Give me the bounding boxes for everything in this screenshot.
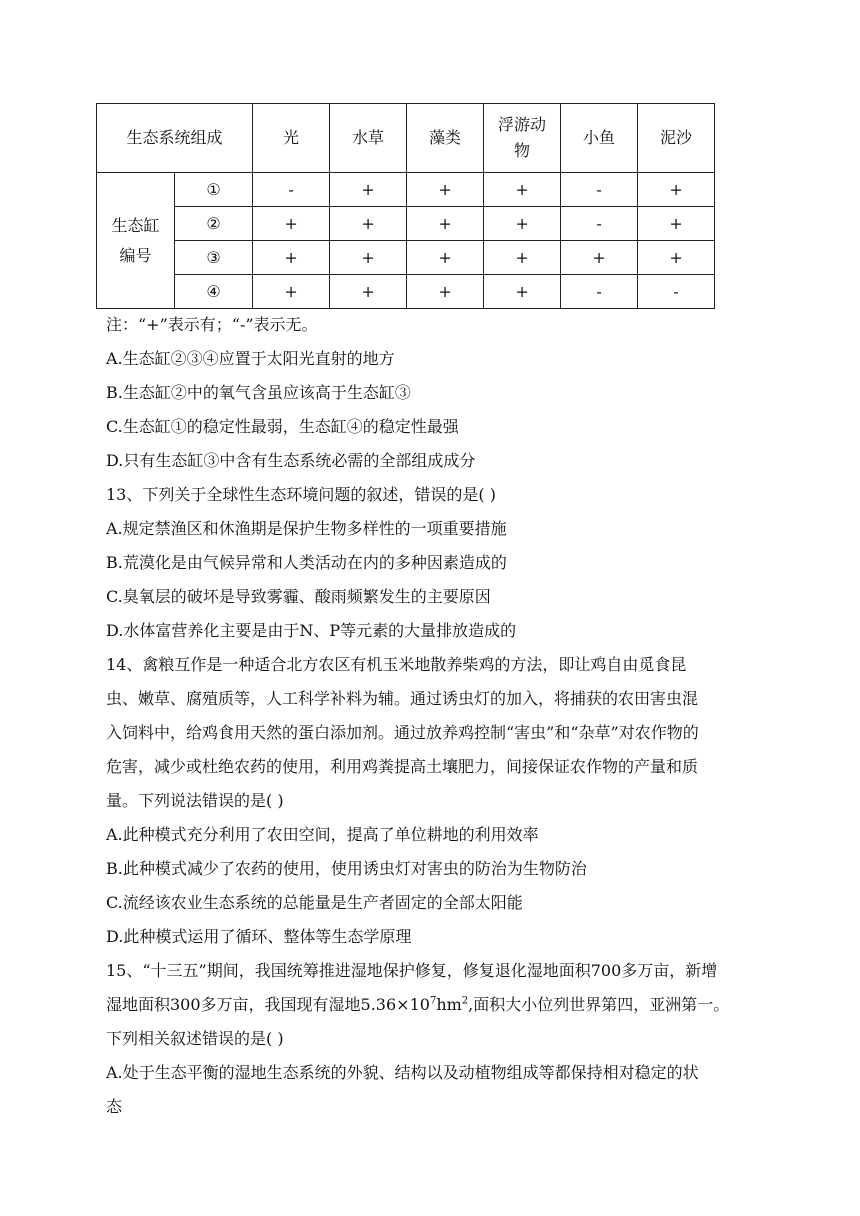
row-id: ① (175, 173, 253, 207)
table-row (97, 275, 715, 309)
row-id: ② (175, 207, 253, 241)
row-group-label-line: 编号 (119, 245, 152, 265)
q14-option-a: A.此种模式充分利用了农田空间，提高了单位耕地的利用效率 (106, 825, 539, 844)
q12-option-d: D.只有生态缸③中含有生态系统必需的全部组成成分 (106, 451, 476, 470)
table-cell: + (484, 173, 561, 207)
q15-stem (106, 954, 766, 1056)
q12-option-b: B.生态缸②中的氧气含虽应该高于生态缸③ (106, 383, 411, 402)
table-header-row (97, 104, 715, 173)
table-cell: + (253, 241, 330, 275)
table-row (97, 173, 715, 207)
q14-option-d: D.此种模式运用了循环、整体等生态学原理 (106, 927, 412, 946)
table-cell: + (638, 241, 715, 275)
q15-option-a-line: 态 (106, 1097, 123, 1116)
q13-option-b: B.荒漠化是由气候异常和人类活动在内的多种因素造成的 (106, 553, 507, 572)
table-cell: + (330, 241, 407, 275)
table-cell: + (484, 241, 561, 275)
q14-option-c: C.流经该农业生态系统的总能量是生产者固定的全部太阳能 (106, 893, 523, 912)
column-header-line: 浮游动 (498, 115, 547, 134)
q14-stem-line: 14、禽粮互作是一种适合北方农区有机玉米地散养柴鸡的方法，即让鸡自由觅食昆 (106, 655, 687, 674)
table-cell: + (407, 241, 484, 275)
q15-stem-line (106, 988, 766, 1022)
table-cell: - (561, 173, 638, 207)
table-cell: + (253, 275, 330, 309)
column-header-line: 物 (514, 141, 531, 160)
row-group-label (97, 173, 175, 309)
unit-text: hm (436, 995, 462, 1014)
table-cell: - (253, 173, 330, 207)
table-cell: + (330, 173, 407, 207)
table-cell: + (407, 275, 484, 309)
q14-stem (106, 648, 766, 818)
table-corner-header: 生态系统组成 (97, 104, 253, 173)
exponent: 7 (429, 995, 437, 1007)
column-header: 光 (253, 104, 330, 173)
q15-stem-line: 下列相关叙述错误的是( ) (106, 1029, 284, 1048)
q13-option-a: A.规定禁渔区和休渔期是保护生物多样性的一项重要措施 (106, 519, 507, 538)
table-cell: + (253, 207, 330, 241)
column-header: 水草 (330, 104, 407, 173)
row-id: ③ (175, 241, 253, 275)
q15-option-a (106, 1056, 766, 1124)
q14-stem-line: 虫、嫩草、腐殖质等，人工科学补料为辅。通过诱虫灯的加入，将捕获的农田害虫混 (106, 689, 699, 708)
q14-stem-line: 危害，减少或杜绝农药的使用，利用鸡粪提高土壤肥力，间接保证农作物的产量和质 (106, 757, 699, 776)
q15-stem-line: 15、“十三五”期间，我国统筹推进湿地保护修复，修复退化湿地面积700多万亩，新增 (106, 961, 718, 980)
table-cell: + (561, 241, 638, 275)
ecosystem-table (96, 103, 715, 309)
column-header: 藻类 (407, 104, 484, 173)
column-header: 泥沙 (638, 104, 715, 173)
table-cell: + (330, 275, 407, 309)
q12-option-c: C.生态缸①的稳定性最弱，生态缸④的稳定性最强 (106, 417, 459, 436)
row-group-label-line: 生态缸 (111, 215, 160, 235)
table-row (97, 207, 715, 241)
table-cell: + (484, 275, 561, 309)
table-row (97, 241, 715, 275)
q14-stem-line: 量。下列说法错误的是( ) (106, 791, 284, 810)
q14-option-b: B.此种模式减少了农药的使用，使用诱虫灯对害虫的防治为生物防治 (106, 859, 587, 878)
row-id: ④ (175, 275, 253, 309)
table-cell: + (638, 173, 715, 207)
q13-option-d: D.水体富营养化主要是由于N、P等元素的大量排放造成的 (106, 621, 517, 640)
column-header (484, 104, 561, 173)
exponent: 2 (461, 995, 469, 1007)
q15-text: 湿地面积300多万亩，我国现有湿地5.36×10 (106, 995, 430, 1014)
table-cell: - (561, 275, 638, 309)
table-cell: + (407, 207, 484, 241)
q13-option-c: C.臭氧层的破坏是导致雾霾、酸雨频繁发生的主要原因 (106, 587, 491, 606)
column-header: 小鱼 (561, 104, 638, 173)
table-cell: + (330, 207, 407, 241)
table-cell: + (484, 207, 561, 241)
table-note: 注：“+”表示有；“-”表示无。 (106, 315, 318, 334)
table-cell: + (407, 173, 484, 207)
table-cell: - (561, 207, 638, 241)
q13-stem: 13、下列关于全球性生态环境问题的叙述，错误的是( ) (106, 485, 496, 504)
q12-option-a: A.生态缸②③④应置于太阳光直射的地方 (106, 349, 395, 368)
q15-text: ,面积大小位列世界第四，亚洲第一。 (468, 995, 730, 1014)
q15-option-a-line: A.处于生态平衡的湿地生态系统的外貌、结构以及动植物组成等都保持相对稳定的状 (106, 1063, 699, 1082)
table-cell: + (638, 207, 715, 241)
table-cell: - (638, 275, 715, 309)
question-text (106, 308, 766, 1124)
q14-stem-line: 入饲料中，给鸡食用天然的蛋白添加剂。通过放养鸡控制“害虫”和“杂草”对农作物的 (106, 723, 699, 742)
